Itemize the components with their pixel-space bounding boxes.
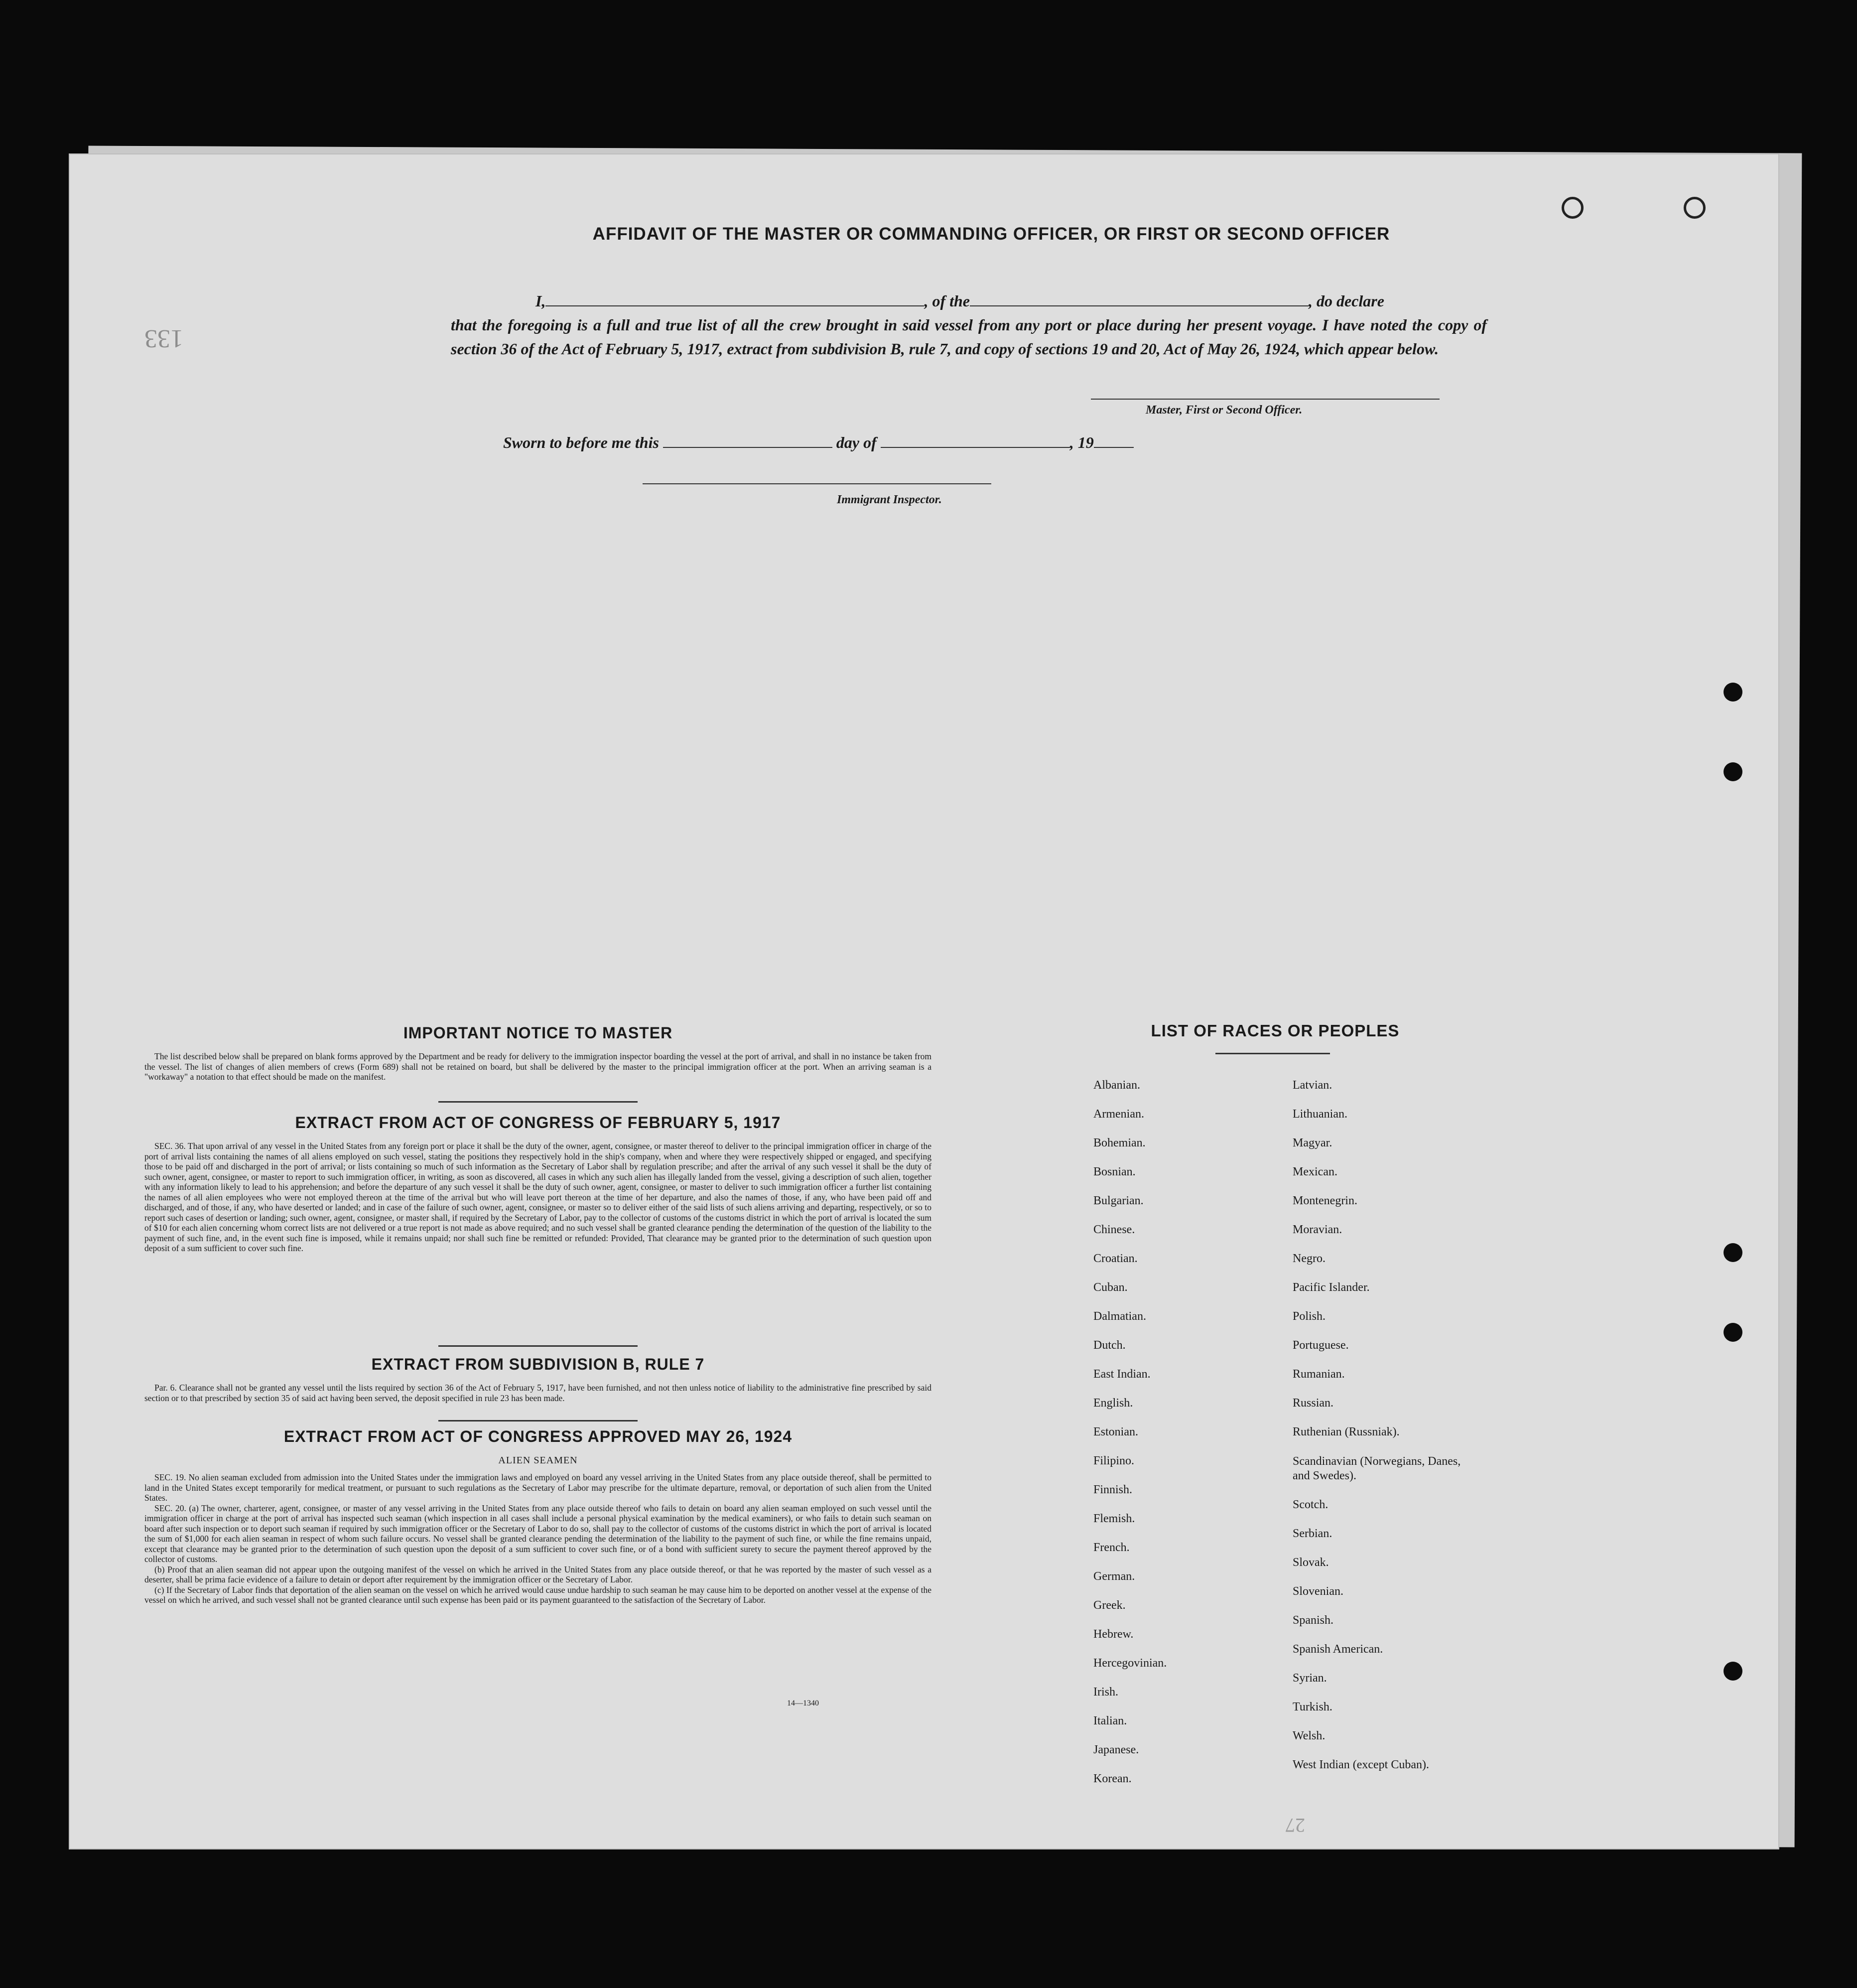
race-item: Rumanian. bbox=[1293, 1368, 1345, 1381]
day-of-label: day of bbox=[836, 433, 877, 451]
sworn-day-blank[interactable] bbox=[663, 447, 832, 448]
subdivision-b-title: EXTRACT FROM SUBDIVISION B, RULE 7 bbox=[371, 1355, 705, 1373]
subdivision-b-text: Par. 6. Clearance shall not be granted any vessel until the lists required by section 36 of the Act of February 5, 1917, have been furnished, and not then unless notice of liability to the administrative fine prescribed by said section or to that prescribed by section 35 of said act having been served, the deposit specified in rule 23 has been made. bbox=[144, 1383, 931, 1403]
section-19: SEC. 19. No alien seaman excluded from admission into the United States under the immigration laws and employed on board any vessel arriving in the United States from any place outside thereof, shall be permitted to land in the United States except temporarily for medical treatment, or pursuant to such regulations as the Secretary of Labor may prescribe for the ultimate departure, removal, or deportation of such alien from the United States. bbox=[144, 1472, 931, 1503]
punch-hole bbox=[1724, 1662, 1742, 1681]
form-number: 14—1340 bbox=[787, 1699, 819, 1707]
divider bbox=[438, 1345, 638, 1347]
inspector-signature-line[interactable] bbox=[643, 483, 991, 484]
race-item: Estonian. bbox=[1093, 1425, 1138, 1438]
race-item: Lithuanian. bbox=[1293, 1108, 1347, 1121]
name-blank[interactable] bbox=[545, 305, 924, 306]
master-signature-line[interactable] bbox=[1091, 399, 1440, 400]
race-item: Hercegovinian. bbox=[1093, 1657, 1167, 1670]
notice-title: IMPORTANT NOTICE TO MASTER bbox=[403, 1024, 673, 1042]
race-item: Scandinavian (Norwegians, Danes, and Swedes). bbox=[1293, 1455, 1461, 1482]
sworn-line bbox=[503, 433, 1134, 452]
race-item: Mexican. bbox=[1293, 1165, 1337, 1178]
race-item: Welsh. bbox=[1293, 1729, 1326, 1742]
race-item: German. bbox=[1093, 1570, 1135, 1583]
race-item: Spanish American. bbox=[1293, 1643, 1383, 1656]
race-item: Turkish. bbox=[1293, 1701, 1332, 1713]
race-item: Greek. bbox=[1093, 1599, 1126, 1612]
race-item: Moravian. bbox=[1293, 1223, 1342, 1236]
race-item: Magyar. bbox=[1293, 1136, 1332, 1149]
punch-hole bbox=[1724, 683, 1742, 702]
race-item: Filipino. bbox=[1093, 1454, 1135, 1467]
binder-ring-top bbox=[1562, 197, 1584, 219]
extract-1917-text: SEC. 36. That upon arrival of any vessel in the United States from any foreign port or place it shall be the duty of the owner, agent, consignee, or master thereof to deliver to the principal immigration officer in charge of the port of arrival lists containing the names of all aliens employed on such vessel, stating the positions they respectively hold in the ship's company, when and where they were respectively shipped or engaged, and specifying those to be paid off and discharged in the port of arrival; or lists containing so much of such information as the Secretary of Labor shall by regulation prescribe; and after the arrival of any such vessel it shall be the duty of such owner, agent, consignee, or master to report to such immigration officer, in writing, as soon as discovered, all cases in which any such alien has illegally landed from the vessel, giving a description of such alien, together with any information likely to lead to his apprehension; and before the departure of any such vessel it shall be the duty of such owner, agent, consignee, or master to deliver to such immigration officer a further list containing the names of all alien employees who were not employed thereon at the time of the arrival but who will leave port thereon at the time of her departure, and also the names of those, if any, who have been paid off and discharged, and of those, if any, who have deserted or landed; and in case of the failure of such owner, agent, consignee, or master so to deliver either of the said lists of such aliens arriving and departing, respectively, or so to report such cases of desertion or landing; such owner, agent, consignee, or master shall, if required by the Secretary of Labor, pay to the collector of customs of the customs district in which the port of arrival is located the sum of $10 for each alien concerning whom correct lists are not delivered or a true report is not made as above required; and no such vessel shall be granted clearance pending the determination of the question of the liability to the payment of such fine, and, in the event such fine is imposed, while it remains unpaid; nor shall such fine be remitted or refunded: Provided, That clearance may be granted prior to the determination of such question upon deposit of a sum sufficient to cover such fine. bbox=[144, 1141, 931, 1253]
race-item: Negro. bbox=[1293, 1252, 1326, 1265]
section-20a: SEC. 20. (a) The owner, charterer, agent, consignee, or master of any vessel arriving in the United States from any place outside thereof who fails to detain on board any alien seaman employed on such vessel until the immigration officer in charge at the port of arrival has inspected such seaman (which inspection in all cases shall include a personal physical examination by the medical examiners), or who fails to detain such seaman on board after such inspection or to deport such seaman if required by such immigration officer or the Secretary of Labor to do so, shall pay to the collector of customs of the customs district in which the port of arrival is located the sum of $1,000 for each alien seaman in respect of whom such failure occurs. No vessel shall be granted clearance pending the determination of the liability to the payment of such fine, or while the fine remains unpaid, except that clearance may be granted prior to the determination of such question upon the deposit of a sum sufficient to cover such fine, or of a bond with sufficient surety to secure the payment thereof approved by the collector of customs. bbox=[144, 1503, 931, 1564]
declaration-body: that the foregoing is a full and true list of all the crew brought in said vessel from any port or place during her present voyage. I have noted the copy of section 36 of the Act of February 5, 1917, extract from subdivision B, rule 7, and copy of sections 19 and 20, Act of May 26, 1924, which appear below. bbox=[451, 316, 1487, 358]
race-item: Finnish. bbox=[1093, 1483, 1133, 1496]
race-item: Ruthenian (Russniak). bbox=[1293, 1425, 1400, 1438]
race-item: French. bbox=[1093, 1541, 1130, 1554]
vessel-blank[interactable] bbox=[970, 305, 1309, 306]
do-declare-label: , do declare bbox=[1309, 292, 1384, 310]
race-item: Chinese. bbox=[1093, 1223, 1135, 1236]
section-20b: (b) Proof that an alien seaman did not appear upon the outgoing manifest of the vessel on which he arrived in the United States from any place outside thereof, or that he was reported by the master of such vessel as a deserter, shall be prima facie evidence of a failure to detain or deport after requirement by the immigration officer or the Secretary of Labor. bbox=[144, 1564, 931, 1584]
race-item: Irish. bbox=[1093, 1686, 1118, 1699]
race-item: Slovenian. bbox=[1293, 1585, 1343, 1598]
bottom-handwritten-number: 27 bbox=[1285, 1814, 1305, 1837]
race-item: Polish. bbox=[1293, 1310, 1326, 1323]
race-item: Cuban. bbox=[1093, 1281, 1128, 1294]
document-page bbox=[70, 154, 1778, 1848]
punch-hole bbox=[1724, 1243, 1742, 1262]
punch-hole bbox=[1724, 1323, 1742, 1342]
sworn-label: Sworn to before me this bbox=[503, 433, 659, 451]
races-title: LIST OF RACES OR PEOPLES bbox=[1151, 1021, 1400, 1040]
race-item: Korean. bbox=[1093, 1772, 1132, 1785]
punch-hole bbox=[1724, 762, 1742, 781]
race-item: Croatian. bbox=[1093, 1252, 1138, 1265]
race-item: English. bbox=[1093, 1397, 1133, 1410]
race-item: Slovak. bbox=[1293, 1556, 1329, 1569]
affidavit-title: AFFIDAVIT OF THE MASTER OR COMMANDING OFFICER, OR FIRST OR SECOND OFFICER bbox=[592, 224, 1390, 244]
race-item: Flemish. bbox=[1093, 1512, 1135, 1525]
notice-text: The list described below shall be prepared on blank forms approved by the Department and be ready for delivery to the immigration inspector boarding the vessel at the port of arrival, and shall in no instance be taken from the vessel. The list of changes of alien members of crews (Form 689) shall not be retained on board, but shall be delivered by the master to the principal immigration officer at the port. When an arriving seaman is a "workaway" a notation to that effect should be made on the manifest. bbox=[144, 1051, 931, 1082]
sworn-year-blank[interactable] bbox=[1094, 447, 1134, 448]
stamp-number: 133 bbox=[144, 324, 183, 353]
race-item: West Indian (except Cuban). bbox=[1293, 1758, 1429, 1771]
race-item: Hebrew. bbox=[1093, 1628, 1134, 1641]
extract-1917-title: EXTRACT FROM ACT OF CONGRESS OF FEBRUARY 5, 1917 bbox=[295, 1114, 781, 1132]
race-item: Montenegrin. bbox=[1293, 1194, 1357, 1207]
alien-seamen-subtitle: ALIEN SEAMEN bbox=[498, 1455, 578, 1466]
race-item: Latvian. bbox=[1293, 1079, 1332, 1092]
sworn-month-blank[interactable] bbox=[881, 447, 1070, 448]
race-item: Italian. bbox=[1093, 1714, 1127, 1727]
extract-1924-sections bbox=[144, 1472, 931, 1605]
race-item: Serbian. bbox=[1293, 1527, 1332, 1540]
race-item: Scotch. bbox=[1293, 1498, 1328, 1511]
master-signature-label: Master, First or Second Officer. bbox=[1146, 404, 1303, 417]
race-item: Japanese. bbox=[1093, 1743, 1139, 1756]
race-item: Dutch. bbox=[1093, 1339, 1126, 1352]
race-item: Syrian. bbox=[1293, 1672, 1327, 1685]
race-item: Dalmatian. bbox=[1093, 1310, 1146, 1323]
year-label: , 19 bbox=[1069, 433, 1094, 451]
inspector-signature-label: Immigrant Inspector. bbox=[837, 493, 942, 506]
race-item: Russian. bbox=[1293, 1397, 1334, 1410]
i-label: I, bbox=[535, 292, 546, 310]
race-item: Bohemian. bbox=[1093, 1136, 1146, 1149]
divider bbox=[1215, 1053, 1330, 1054]
section-20c: (c) If the Secretary of Labor finds that deportation of the alien seaman on the vessel on which he arrived would cause undue hardship to such seaman he may cause him to be deported on another vessel at the expense of the vessel on which he arrived, and such vessel shall not be granted clearance until such expense has been paid or its payment guaranteed to the satisfaction of the Secretary of Labor. bbox=[144, 1584, 931, 1605]
race-item: Bulgarian. bbox=[1093, 1194, 1144, 1207]
declaration-first-line bbox=[451, 289, 1487, 313]
divider bbox=[438, 1101, 638, 1103]
binder-ring-right bbox=[1684, 197, 1706, 219]
race-item: Albanian. bbox=[1093, 1079, 1140, 1092]
race-item: East Indian. bbox=[1093, 1368, 1151, 1381]
race-item: Spanish. bbox=[1293, 1614, 1334, 1627]
divider bbox=[438, 1420, 638, 1421]
of-the-label: , of the bbox=[924, 292, 970, 310]
extract-1924-title: EXTRACT FROM ACT OF CONGRESS APPROVED MAY 26, 1924 bbox=[283, 1427, 793, 1445]
race-item: Bosnian. bbox=[1093, 1165, 1136, 1178]
race-item: Pacific Islander. bbox=[1293, 1281, 1370, 1294]
race-item: Armenian. bbox=[1093, 1108, 1144, 1121]
affidavit-declaration bbox=[451, 289, 1487, 361]
race-item: Portuguese. bbox=[1293, 1339, 1349, 1352]
